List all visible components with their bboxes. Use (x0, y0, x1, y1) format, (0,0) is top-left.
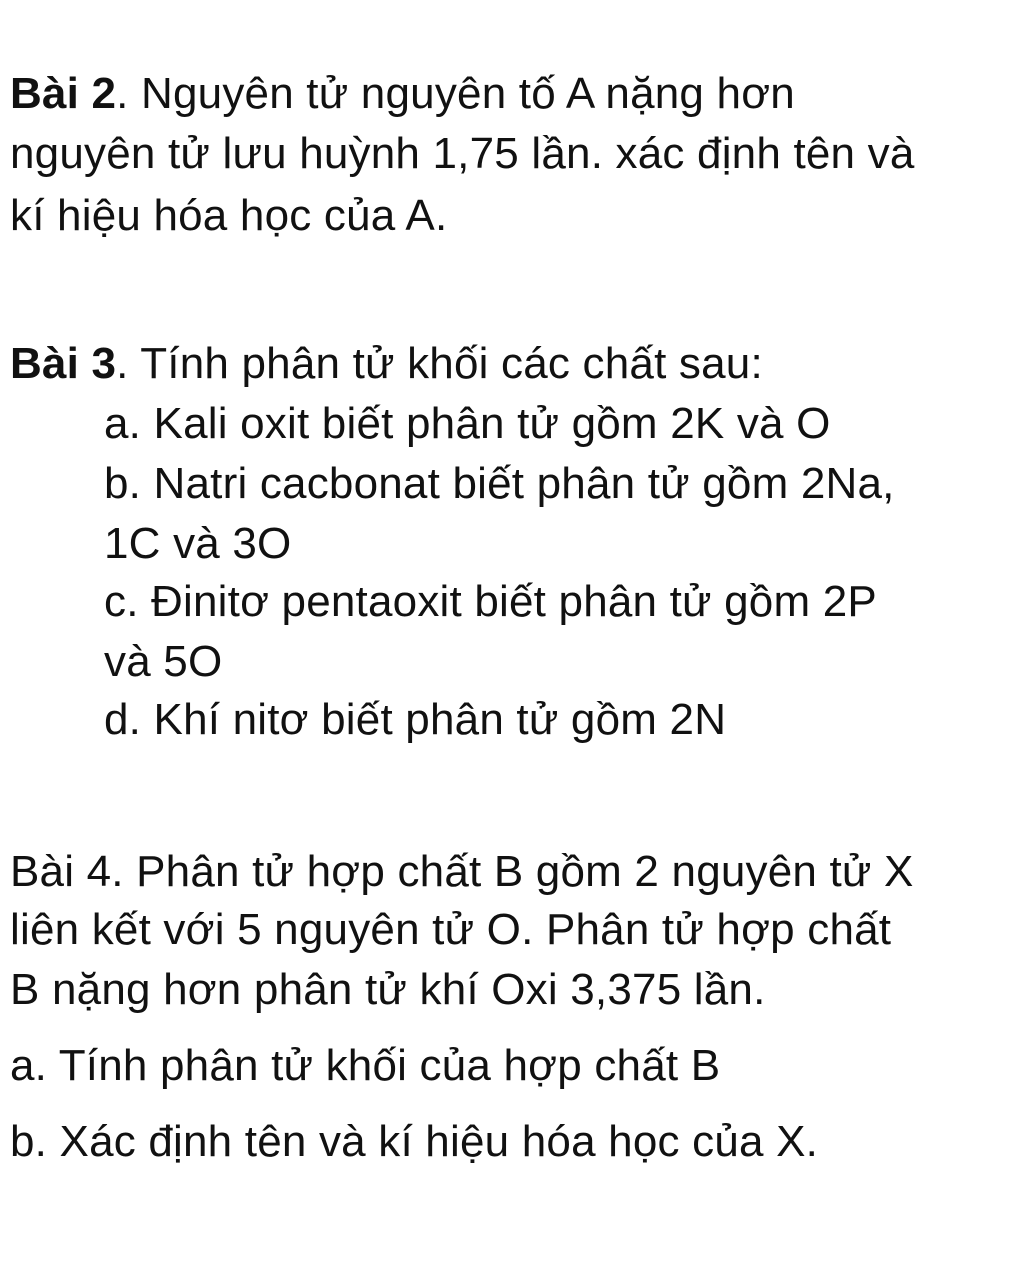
bai3-item-c-line-1: c. Đinitơ pentaoxit biết phân tử gồm 2P (104, 577, 877, 626)
bai3-heading-text: . Tính phân tử khối các chất sau: (116, 339, 763, 388)
bai4-line-3: B nặng hơn phân tử khí Oxi 3,375 lần. (10, 965, 766, 1014)
bai2-label: Bài 2 (10, 69, 117, 118)
bai3-item-d: d. Khí nitơ biết phân tử gồm 2N (104, 695, 727, 744)
bai4-item-a: a. Tính phân tử khối của hợp chất B (10, 1041, 721, 1090)
bai2-line-3: kí hiệu hóa học của A. (10, 191, 448, 240)
bai2-line-1 (10, 66, 795, 122)
bai2-text-1: . Nguyên tử nguyên tố A nặng hơn (116, 69, 795, 118)
bai4-line-2: liên kết với 5 nguyên tử O. Phân tử hợp chất (10, 905, 892, 954)
bai3-heading (10, 336, 763, 392)
bai3-item-b-line-1: b. Natri cacbonat biết phân tử gồm 2Na, (104, 459, 895, 508)
bai3-item-b-line-2: 1C và 3O (104, 519, 292, 568)
bai3-item-c-line-2: và 5O (104, 637, 223, 686)
bai3-label: Bài 3 (10, 339, 117, 388)
bai4-line-1: Bài 4. Phân tử hợp chất B gồm 2 nguyên tử X (10, 847, 914, 896)
bai4-item-b: b. Xác định tên và kí hiệu hóa học của X. (10, 1117, 819, 1166)
bai3-item-a: a. Kali oxit biết phân tử gồm 2K và O (104, 399, 831, 448)
bai2-line-2: nguyên tử lưu huỳnh 1,75 lần. xác định tên và (10, 129, 915, 178)
